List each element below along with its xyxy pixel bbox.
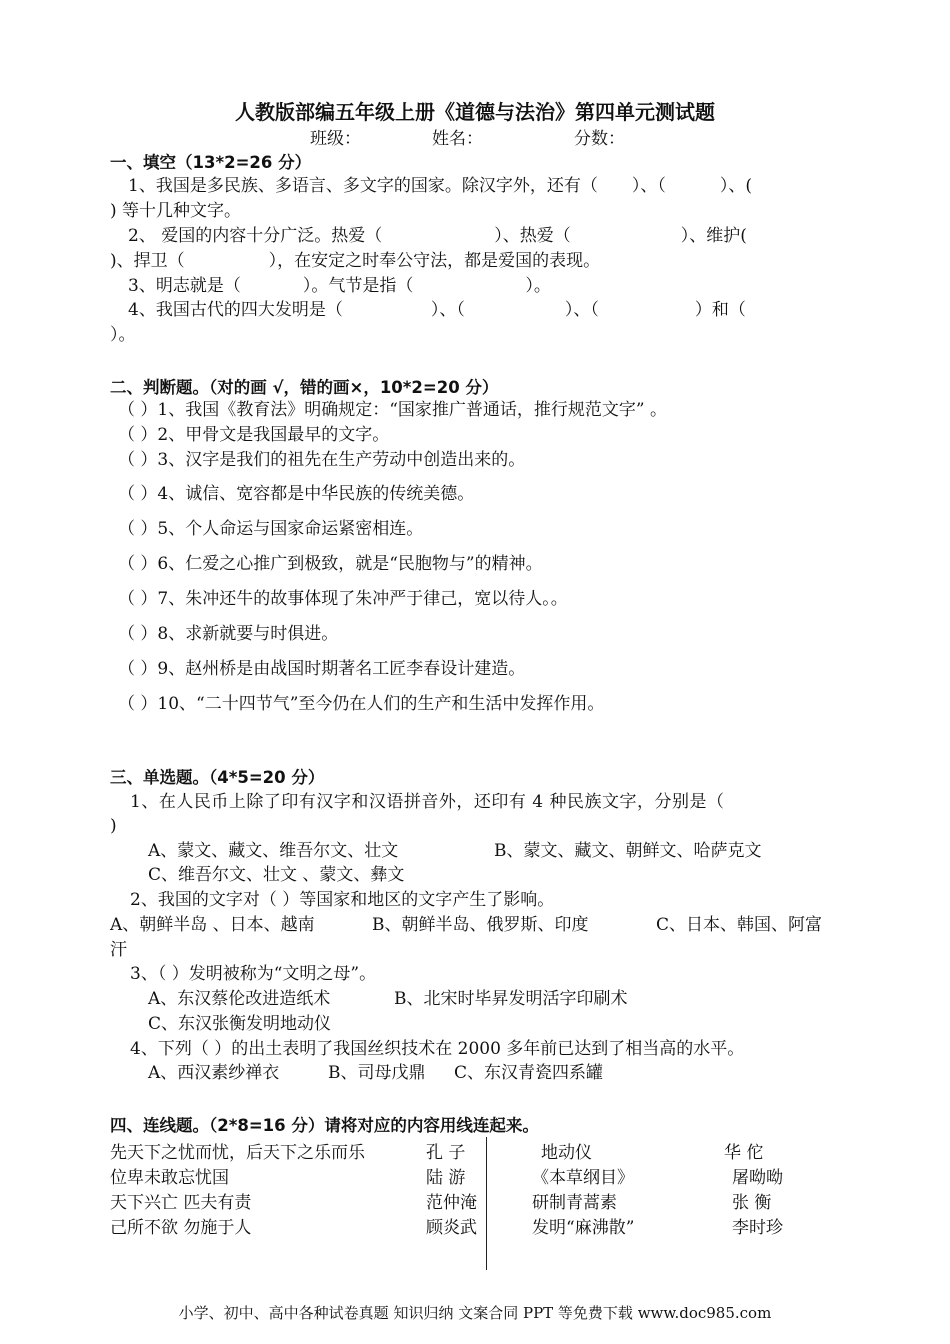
match-right-person: 华 佗 [724, 1143, 764, 1163]
match-left-quote: 先天下之忧而忧，后天下之乐而乐 [110, 1143, 365, 1163]
judge-item: （ ）6、仁爱之心推广到极致，就是“民胞物与”的精神。 [118, 554, 543, 574]
match-right-person: 李时珍 [732, 1218, 783, 1238]
choice-q3: 3、（ ）发明被称为“文明之母”。 [130, 964, 377, 984]
section-4-heading: 四、连线题。（2*8=16 分）请将对应的内容用线连起来。 [110, 1116, 539, 1135]
choice-q3-option-b: B、北宋时毕昇发明活字印刷术 [394, 989, 628, 1009]
judge-item: （ ）3、汉字是我们的祖先在生产劳动中创造出来的。 [118, 450, 526, 470]
judge-item: （ ）4、诚信、宽容都是中华民族的传统美德。 [118, 484, 475, 504]
match-left-person: 陆 游 [426, 1168, 466, 1188]
divider-line [486, 1137, 487, 1270]
judge-item: （ ）10、“二十四节气”至今仍在人们的生产和生活中发挥作用。 [118, 694, 605, 714]
judge-item: （ ）7、朱冲还牛的故事体现了朱冲严于律己，宽以待人。。 [118, 589, 568, 609]
choice-q4-option-c: C、东汉青瓷四系罐 [454, 1063, 604, 1083]
choice-q1-option-a: A、蒙文、藏文、维吾尔文、壮文 [148, 841, 399, 861]
choice-q2-option-c: C、日本、韩国、阿富 [656, 915, 823, 935]
judge-item: （ ）2、甲骨文是我国最早的文字。 [118, 425, 390, 445]
choice-q2: 2、我国的文字对（ ）等国家和地区的文字产生了影响。 [130, 890, 555, 910]
match-right-item: 发明“麻沸散” [532, 1218, 635, 1238]
judge-item: （ ）8、求新就要与时俱进。 [118, 624, 339, 644]
choice-q3-option-c: C、东汉张衡发明地动仪 [148, 1014, 332, 1034]
choice-q1-option-c: C、维吾尔文、壮文 、蒙文、彝文 [148, 865, 405, 885]
section-3-heading: 三、单选题。（4*5=20 分） [110, 768, 325, 787]
judge-item: （ ）1、我国《教育法》明确规定：“国家推广普通话，推行规范文字” 。 [118, 400, 668, 420]
fill-q4-line2: ）。 [110, 325, 136, 345]
page-title: 人教版部编五年级上册《道德与法治》第四单元测试题 [235, 100, 715, 124]
match-right-item: 研制青蒿素 [532, 1193, 617, 1213]
section-2-heading: 二、判断题。（对的画 √，错的画×，10*2=20 分） [110, 378, 499, 397]
score-label: 分数： [574, 129, 625, 149]
match-right-person: 屠呦呦 [732, 1168, 783, 1188]
fill-q1-line2: ) 等十几种文字。 [110, 201, 242, 221]
section-1-heading: 一、填空（13*2=26 分） [110, 153, 312, 172]
match-left-quote: 己所不欲 勿施于人 [110, 1218, 252, 1238]
fill-q2-line1: 2、 爱国的内容十分广泛。热爱（ ）、热爱（ ）、维护( [128, 226, 747, 246]
class-label: 班级： [310, 129, 361, 149]
match-right-item: 《本草纲目》 [532, 1168, 634, 1188]
match-left-person: 顾炎武 [426, 1218, 477, 1238]
name-label: 姓名： [432, 129, 483, 149]
match-left-person: 孔 子 [426, 1143, 466, 1163]
judge-item: （ ）5、个人命运与国家命运紧密相连。 [118, 519, 424, 539]
match-left-quote: 位卑未敢忘忧国 [110, 1168, 229, 1188]
student-info [310, 124, 625, 149]
footer-text: 小学、初中、高中各种试卷真题 知识归纳 文案合同 PPT 等免费下载 www.doc985.com [178, 1304, 772, 1322]
choice-q4-option-b: B、司母戊鼎 [328, 1063, 426, 1083]
match-right-person: 张 衡 [732, 1193, 772, 1213]
fill-q1-line1: 1、我国是多民族、多语言、多文字的国家。除汉字外，还有（ ）、（ ）、( [128, 176, 752, 196]
match-left-quote: 天下兴亡 匹夫有责 [110, 1193, 252, 1213]
choice-q4-option-a: A、西汉素纱禅衣 [148, 1063, 280, 1083]
choice-q1: 1、在人民币上除了印有汉字和汉语拼音外，还印有 4 种民族文字，分别是（ [130, 792, 725, 812]
choice-q2-option-b: B、朝鲜半岛、俄罗斯、印度 [372, 915, 589, 935]
choice-q4: 4、下列（ ）的出土表明了我国丝织技术在 2000 多年前已达到了相当高的水平。 [130, 1039, 745, 1059]
fill-q2-line2: )、捍卫（ ），在安定之时奉公守法，都是爱国的表现。 [110, 251, 601, 271]
match-right-item: 地动仪 [541, 1143, 592, 1163]
fill-q4-line1: 4、我国古代的四大发明是（ ）、（ ）、（ ）和（ [128, 300, 746, 320]
choice-q1-end: ) [110, 816, 117, 836]
choice-q3-option-a: A、东汉蔡伦改进造纸术 [148, 989, 331, 1009]
fill-q3: 3、明志就是（ ）。气节是指（ ）。 [128, 276, 551, 296]
choice-q2-option-a: A、朝鲜半岛 、日本、越南 [110, 915, 315, 935]
choice-q1-option-b: B、蒙文、藏文、朝鲜文、哈萨克文 [494, 841, 762, 861]
match-left-person: 范仲淹 [426, 1193, 477, 1213]
judge-item: （ ）9、赵州桥是由战国时期著名工匠李春设计建造。 [118, 659, 526, 679]
choice-q2-end: 汗 [110, 940, 127, 960]
